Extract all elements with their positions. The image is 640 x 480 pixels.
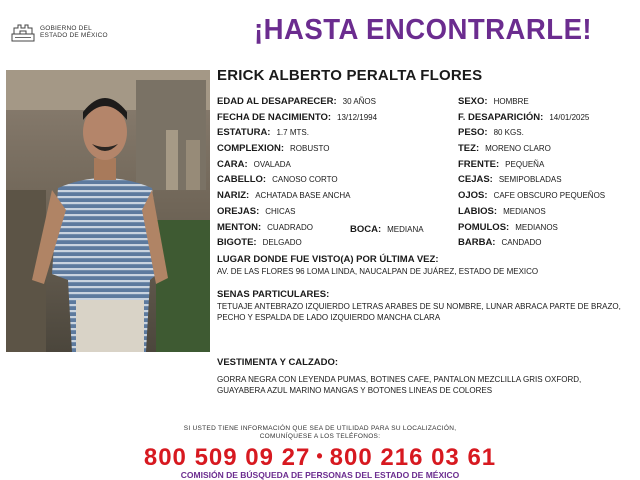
field-value: 30 AÑOS [342, 97, 376, 106]
field-label: LABIOS: [458, 206, 498, 217]
field-pomulos [458, 222, 558, 234]
field-value: CUADRADO [267, 223, 313, 232]
field-label: CARA: [217, 159, 248, 170]
field-ojos [458, 190, 605, 202]
field-boca [350, 224, 424, 236]
person-name: ERICK ALBERTO PERALTA FLORES [217, 67, 483, 84]
field-label: BIGOTE: [217, 237, 257, 248]
field-desaparicion [458, 112, 589, 124]
field-menton [217, 222, 313, 234]
field-label: CEJAS: [458, 174, 493, 185]
vestimenta-value: GORRA NEGRA CON LEYENDA PUMAS, BOTINES CAFE, PANTALON MEZCLILLA GRIS OXFORD, GUAYABERA AZUL MARINO MANGAS Y BOTONES LINEAS DE COLORES [217, 375, 582, 395]
field-label: PESO: [458, 127, 488, 138]
field-bigote [217, 237, 302, 249]
field-label: TEZ: [458, 143, 480, 154]
field-nacimiento [217, 112, 377, 124]
state-seal-icon [10, 20, 36, 44]
field-label: ESTATURA: [217, 127, 271, 138]
government-logo [10, 20, 108, 44]
field-label: OJOS: [458, 190, 488, 201]
field-value: 13/12/1994 [337, 113, 378, 122]
field-complexion [217, 143, 329, 155]
field-value: 14/01/2025 [549, 113, 590, 122]
field-label: OREJAS: [217, 206, 260, 217]
field-labios [458, 206, 546, 218]
field-value: DELGADO [262, 238, 302, 247]
field-value: MORENO CLARO [485, 144, 551, 153]
field-orejas [217, 206, 295, 218]
phone-numbers [0, 444, 640, 472]
field-tez [458, 143, 551, 155]
field-value: CAFE OBSCURO PEQUEÑOS [493, 191, 606, 200]
field-value: PEQUEÑA [505, 160, 545, 169]
field-nariz [217, 190, 351, 202]
phone-separator: • [316, 446, 324, 466]
field-value: MEDIANA [387, 225, 424, 234]
contact-note [0, 425, 640, 441]
person-photo [6, 70, 210, 352]
field-label: MENTON: [217, 222, 262, 233]
lugar-value: AV. DE LAS FLORES 96 LOMA LINDA, NAUCALPAN DE JUÁREZ, ESTADO DE MEXICO [217, 267, 539, 276]
field-value: 80 KGS. [493, 128, 524, 137]
field-label: POMULOS: [458, 222, 510, 233]
field-cara [217, 159, 291, 171]
field-edad [217, 96, 376, 108]
field-value: HOMBRE [493, 97, 529, 106]
senas-value: TETUAJE ANTEBRAZO IZQUIERDO LETRAS ARABES DE SU NOMBRE, LUNAR ABRACA PARTE DE BRAZO, PECHO Y ESPALDA DE LADO IZQUIERDO MANCHA CLARA [217, 302, 621, 322]
field-estatura [217, 127, 309, 139]
field-value: CANOSO CORTO [272, 175, 338, 184]
field-value: CHICAS [265, 207, 296, 216]
phone-number-1[interactable]: 800 509 09 27 [143, 444, 311, 471]
field-value: 1.7 MTS. [276, 128, 309, 137]
field-barba [458, 237, 541, 249]
contact-note-line-2: COMUNÍQUESE A LOS TELÉFONOS: [259, 433, 381, 440]
field-label: BOCA: [350, 224, 382, 235]
field-label: CABELLO: [217, 174, 267, 185]
contact-note-line-1: SI USTED TIENE INFORMACIÓN QUE SEA DE UTILIDAD PARA SU LOCALIZACIÓN, [183, 425, 457, 432]
field-value: MEDIANOS [515, 223, 558, 232]
lugar-label: LUGAR DONDE FUE VISTO(A) POR ÚLTIMA VEZ: [217, 254, 439, 265]
field-cejas [458, 174, 562, 186]
field-value: ACHATADA BASE ANCHA [255, 191, 351, 200]
gov-line-2: ESTADO DE MÉXICO [40, 32, 108, 39]
phone-number-2[interactable]: 800 216 03 61 [329, 444, 497, 471]
field-peso [458, 127, 524, 139]
field-cabello [217, 174, 338, 186]
field-label: FECHA DE NACIMIENTO: [217, 112, 331, 123]
field-value: MEDIANOS [503, 207, 546, 216]
headline: ¡HASTA ENCONTRARLE! [254, 14, 593, 46]
field-label: F. DESAPARICIÓN: [458, 112, 544, 123]
field-value: CANDADO [501, 238, 542, 247]
senas-label: SENAS PARTICULARES: [217, 289, 330, 300]
commission-footer: COMISIÓN DE BÚSQUEDA DE PERSONAS DEL ESTADO DE MÉXICO [180, 470, 460, 480]
field-label: NARIZ: [217, 190, 250, 201]
field-label: FRENTE: [458, 159, 500, 170]
gov-line-1: GOBIERNO DEL [40, 24, 92, 32]
field-value: SEMIPOBLADAS [498, 175, 562, 184]
vestimenta-label: VESTIMENTA Y CALZADO: [217, 357, 339, 368]
field-label: EDAD AL DESAPARECER: [217, 96, 337, 107]
field-value: OVALADA [253, 160, 291, 169]
field-sexo [458, 96, 529, 108]
field-value: ROBUSTO [290, 144, 330, 153]
field-frente [458, 159, 544, 171]
field-label: COMPLEXION: [217, 143, 285, 154]
field-label: SEXO: [458, 96, 488, 107]
field-label: BARBA: [458, 237, 496, 248]
